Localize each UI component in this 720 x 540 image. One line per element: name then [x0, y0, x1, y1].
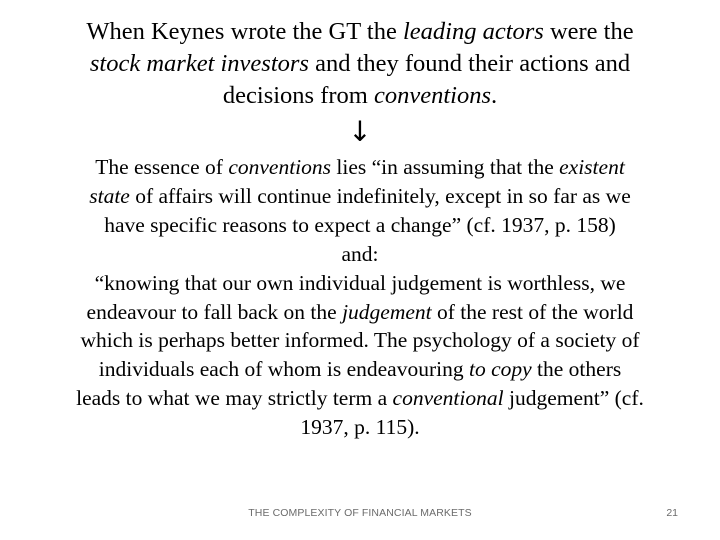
quote-line-10: 1937, p. 115). [300, 415, 420, 440]
quote-emphasis: state [89, 183, 130, 208]
quote-text: leads to what we may strictly term a [76, 386, 393, 411]
page-number: 21 [666, 507, 678, 519]
intro-text: and they found their actions and [308, 50, 631, 77]
intro-text: were the [543, 18, 634, 45]
intro-emphasis: stock market investors [89, 50, 309, 77]
down-arrow-icon: ↓ [348, 115, 372, 148]
quote-paragraph [36, 153, 684, 442]
intro-text: When Keynes wrote the GT the [86, 18, 403, 45]
intro-line-1 [36, 16, 684, 48]
quote-text: of affairs will continue indefinitely, except in so far as we [129, 183, 631, 208]
intro-line-2 [36, 48, 684, 80]
quote-text: judgement” (cf. [503, 386, 644, 411]
slide-footer: THE COMPLEXITY OF FINANCIAL MARKETS [248, 507, 472, 519]
intro-line-3 [36, 80, 684, 112]
quote-text: The essence of [95, 155, 229, 179]
quote-line-4: and: [341, 241, 379, 266]
quote-line-1 [36, 153, 684, 182]
intro-paragraph [36, 16, 684, 112]
quote-text: lies “in assuming that the [331, 155, 560, 179]
quote-text: the others [531, 357, 622, 382]
quote-text: endeavour to fall back on the [86, 299, 343, 324]
quote-text: of the rest of the world [431, 299, 634, 324]
intro-text: . [490, 82, 498, 109]
quote-text: individuals each of whom is endeavouring [98, 357, 469, 382]
quote-line-9 [36, 384, 684, 413]
quote-line-7: which is perhaps better informed. The psychology of a society of [80, 328, 640, 353]
intro-emphasis: conventions [373, 82, 491, 109]
quote-emphasis: existent [559, 155, 625, 179]
intro-emphasis: leading actors [402, 18, 544, 45]
quote-emphasis: judgement [342, 299, 432, 324]
quote-line-8 [36, 355, 684, 384]
quote-line-3: have specific reasons to expect a change” (cf. 1937, p. 158) [104, 212, 616, 237]
intro-text: decisions from [222, 82, 374, 109]
quote-emphasis: conventions [228, 155, 332, 179]
quote-line-6 [36, 298, 684, 327]
quote-emphasis: conventional [392, 386, 504, 411]
quote-line-2 [36, 182, 684, 211]
quote-emphasis: to copy [468, 357, 532, 382]
quote-line-5: “knowing that our own individual judgement is worthless, we [94, 270, 626, 295]
